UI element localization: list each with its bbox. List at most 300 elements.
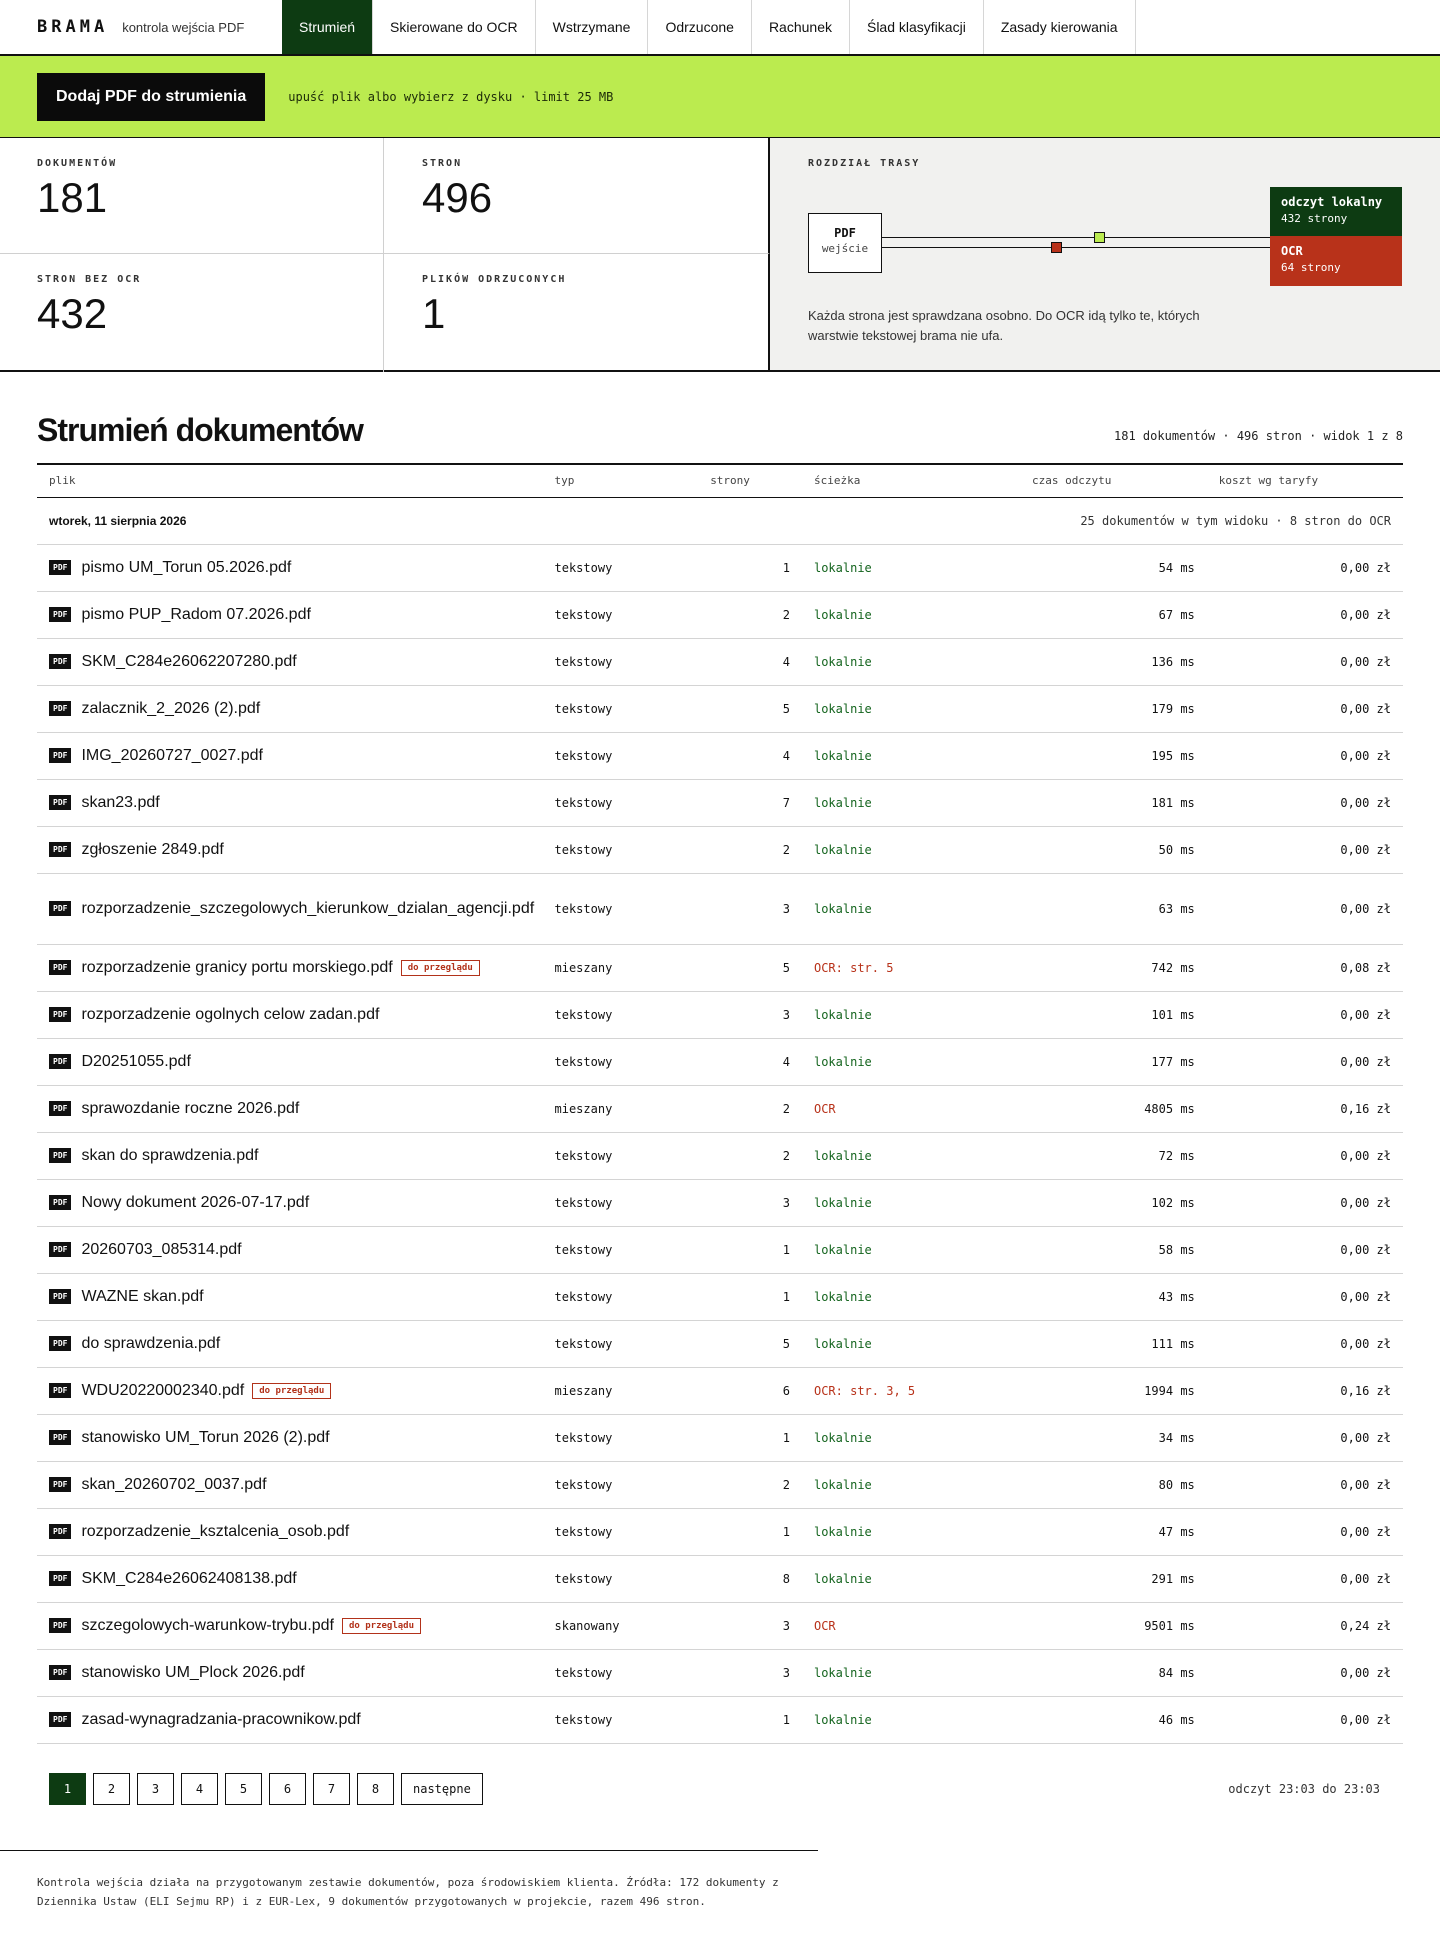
table-row[interactable]	[37, 826, 1403, 873]
cell-file	[37, 1555, 543, 1602]
file-name-link[interactable]: stanowisko UM_Torun 2026 (2).pdf	[81, 1428, 330, 1446]
cell-path: lokalnie	[802, 1038, 1020, 1085]
cell-type: mieszany	[543, 1085, 699, 1132]
tab-skierowane-do-ocr[interactable]: Skierowane do OCR	[373, 0, 536, 54]
file-name-link[interactable]: rozporzadzenie_ksztalcenia_osob.pdf	[81, 1522, 350, 1540]
file-name-link[interactable]: szczegolowych-warunkow-trybu.pdf	[81, 1616, 334, 1634]
table-row[interactable]	[37, 1414, 1403, 1461]
cell-read-time: 67 ms	[1020, 591, 1207, 638]
cell-read-time: 4805 ms	[1020, 1085, 1207, 1132]
cell-file	[37, 1696, 543, 1743]
cell-file	[37, 779, 543, 826]
cell-type: tekstowy	[543, 638, 699, 685]
stat-value: 181	[37, 174, 108, 221]
file-name-link[interactable]: pismo UM_Torun 05.2026.pdf	[81, 558, 292, 576]
cell-path: OCR: str. 3, 5	[802, 1367, 1020, 1414]
cell-type: tekstowy	[543, 826, 699, 873]
pdf-file-icon: PDF	[49, 960, 71, 975]
cell-path: lokalnie	[802, 1508, 1020, 1555]
route-dest-ocr	[1270, 236, 1402, 286]
pdf-file-icon: PDF	[49, 1242, 71, 1257]
table-row[interactable]	[37, 944, 1403, 991]
table-row[interactable]	[37, 1696, 1403, 1743]
file-name-link[interactable]: rozporzadzenie_szczegolowych_kierunkow_dzialan_agencji.pdf	[81, 899, 535, 917]
file-name-link[interactable]: rozporzadzenie granicy portu morskiego.pdf	[81, 958, 393, 976]
stats-grid	[0, 138, 770, 370]
pdf-file-icon: PDF	[49, 654, 71, 669]
cell-pages: 4	[698, 732, 802, 779]
route-line-ocr	[882, 247, 1270, 248]
cell-read-time: 1994 ms	[1020, 1367, 1207, 1414]
cell-file	[37, 1461, 543, 1508]
table-row[interactable]	[37, 638, 1403, 685]
cell-pages: 5	[698, 1320, 802, 1367]
cell-file	[37, 1132, 543, 1179]
pdf-file-icon: PDF	[49, 1430, 71, 1445]
pdf-file-icon: PDF	[49, 1571, 71, 1586]
route-title: ROZDZIAŁ TRASY	[808, 158, 921, 169]
file-name-link[interactable]: 20260703_085314.pdf	[81, 1240, 242, 1258]
cell-pages: 1	[698, 544, 802, 591]
pdf-file-icon: PDF	[49, 1477, 71, 1492]
pdf-file-icon: PDF	[49, 842, 71, 857]
cell-path: OCR: str. 5	[802, 944, 1020, 991]
pdf-file-icon: PDF	[49, 607, 71, 622]
stream-title: Strumień dokumentów	[37, 412, 363, 448]
cell-file	[37, 1085, 543, 1132]
route-source-box	[808, 213, 882, 273]
cell-cost: 0,24 zł	[1207, 1602, 1403, 1649]
next-page-button[interactable]: następne	[401, 1773, 483, 1805]
tab-strumien[interactable]: Strumień	[282, 0, 373, 54]
stat-pages-without-ocr	[0, 254, 384, 372]
route-line-local	[882, 237, 1270, 238]
tab-slad-klasyfikacji[interactable]: Ślad klasyfikacji	[850, 0, 984, 54]
route-source-title: PDF	[834, 226, 856, 240]
table-header-row	[37, 464, 1403, 497]
cell-type: tekstowy	[543, 1132, 699, 1179]
nav-tabs	[282, 0, 1136, 54]
column-header-pages[interactable]: strony	[698, 464, 802, 497]
cell-read-time: 84 ms	[1020, 1649, 1207, 1696]
cell-file	[37, 1226, 543, 1273]
pdf-file-icon: PDF	[49, 1289, 71, 1304]
stat-value: 432	[37, 290, 108, 337]
cell-file	[37, 1038, 543, 1085]
cell-file	[37, 944, 543, 991]
cell-cost: 0,00 zł	[1207, 1461, 1403, 1508]
documents-table	[37, 463, 1403, 1744]
cell-path: lokalnie	[802, 1132, 1020, 1179]
file-name-link[interactable]: skan_20260702_0037.pdf	[81, 1475, 267, 1493]
group-meta: 25 dokumentów w tym widoku · 8 stron do OCR	[802, 497, 1403, 544]
route-dest-ocr-title: OCR	[1281, 244, 1303, 258]
stat-rejected-files	[384, 254, 770, 372]
column-header-type[interactable]: typ	[543, 464, 699, 497]
tab-wstrzymane[interactable]: Wstrzymane	[536, 0, 649, 54]
cell-type: tekstowy	[543, 591, 699, 638]
cell-read-time: 72 ms	[1020, 1132, 1207, 1179]
cell-read-time: 136 ms	[1020, 638, 1207, 685]
cell-type: skanowany	[543, 1602, 699, 1649]
cell-cost: 0,00 zł	[1207, 991, 1403, 1038]
route-dest-local-sub: 432 strony	[1281, 212, 1348, 225]
cell-read-time: 177 ms	[1020, 1038, 1207, 1085]
cell-type: tekstowy	[543, 685, 699, 732]
cell-file	[37, 732, 543, 779]
pdf-file-icon: PDF	[49, 1712, 71, 1727]
file-name-link[interactable]: skan do sprawdzenia.pdf	[81, 1146, 259, 1164]
file-name-link[interactable]: zasad-wynagradzania-pracownikow.pdf	[81, 1710, 361, 1728]
cell-cost: 0,00 zł	[1207, 1696, 1403, 1743]
cell-read-time: 195 ms	[1020, 732, 1207, 779]
pdf-file-icon: PDF	[49, 1195, 71, 1210]
cell-file	[37, 685, 543, 732]
table-row[interactable]	[37, 873, 1403, 944]
cell-read-time: 181 ms	[1020, 779, 1207, 826]
route-note: Każda strona jest sprawdzana osobno. Do OCR idą tylko te, których warstwie tekstowej brama nie ufa.	[808, 308, 1200, 343]
table-row[interactable]	[37, 1555, 1403, 1602]
cell-read-time: 102 ms	[1020, 1179, 1207, 1226]
cell-pages: 3	[698, 1649, 802, 1696]
file-name-link[interactable]: Nowy dokument 2026-07-17.pdf	[81, 1193, 310, 1211]
column-header-path[interactable]: ścieżka	[802, 464, 1020, 497]
route-marker-ocr	[1051, 242, 1062, 253]
cell-path: lokalnie	[802, 1320, 1020, 1367]
pdf-file-icon: PDF	[49, 1524, 71, 1539]
page-button-4[interactable]: 4	[181, 1773, 218, 1805]
cell-read-time: 9501 ms	[1020, 1602, 1207, 1649]
cell-type: tekstowy	[543, 1461, 699, 1508]
table-row[interactable]	[37, 779, 1403, 826]
cell-file	[37, 991, 543, 1038]
pagination	[49, 1773, 490, 1805]
pdf-file-icon: PDF	[49, 560, 71, 575]
cell-type: tekstowy	[543, 732, 699, 779]
stat-label: STRON	[422, 158, 463, 169]
cell-type: tekstowy	[543, 1414, 699, 1461]
cell-pages: 1	[698, 1273, 802, 1320]
table-row[interactable]	[37, 1461, 1403, 1508]
upload-dropzone[interactable]	[0, 56, 1440, 138]
pdf-file-icon: PDF	[49, 701, 71, 716]
cell-cost: 0,00 zł	[1207, 1273, 1403, 1320]
cell-path: lokalnie	[802, 1273, 1020, 1320]
cell-pages: 3	[698, 991, 802, 1038]
stat-value: 1	[422, 290, 446, 337]
cell-cost: 0,00 zł	[1207, 1132, 1403, 1179]
cell-pages: 2	[698, 1461, 802, 1508]
stream-section	[0, 372, 1440, 1810]
cell-type: tekstowy	[543, 1649, 699, 1696]
table-row[interactable]	[37, 1226, 1403, 1273]
cell-type: mieszany	[543, 1367, 699, 1414]
pdf-file-icon: PDF	[49, 795, 71, 810]
stat-value: 496	[422, 174, 493, 221]
review-badge: do przeglądu	[252, 1383, 331, 1399]
file-name-link[interactable]: sprawozdanie roczne 2026.pdf	[81, 1099, 300, 1117]
pagination-row	[37, 1744, 1403, 1810]
cell-type: tekstowy	[543, 1508, 699, 1555]
cell-pages: 8	[698, 1555, 802, 1602]
cell-file	[37, 873, 543, 944]
stream-summary: 181 dokumentów · 496 stron · widok 1 z 8	[1114, 429, 1403, 443]
route-dest-local	[1270, 187, 1402, 237]
cell-cost: 0,16 zł	[1207, 1367, 1403, 1414]
table-row[interactable]	[37, 591, 1403, 638]
top-nav	[0, 0, 1440, 56]
cell-read-time: 111 ms	[1020, 1320, 1207, 1367]
file-name-link[interactable]: skan23.pdf	[81, 793, 160, 811]
tab-rachunek[interactable]: Rachunek	[752, 0, 850, 54]
cell-read-time: 34 ms	[1020, 1414, 1207, 1461]
date-group-row	[37, 497, 1403, 544]
cell-cost: 0,00 zł	[1207, 1649, 1403, 1696]
table-row[interactable]	[37, 1085, 1403, 1132]
brand	[0, 0, 282, 54]
cell-cost: 0,00 zł	[1207, 591, 1403, 638]
cell-path: lokalnie	[802, 685, 1020, 732]
cell-file	[37, 1273, 543, 1320]
cell-path: lokalnie	[802, 826, 1020, 873]
table-row[interactable]	[37, 991, 1403, 1038]
cell-pages: 2	[698, 591, 802, 638]
file-name-link[interactable]: rozporzadzenie ogolnych celow zadan.pdf	[81, 1005, 380, 1023]
table-row[interactable]	[37, 685, 1403, 732]
stats-panel	[0, 138, 1440, 372]
cell-file	[37, 1602, 543, 1649]
cell-pages: 2	[698, 826, 802, 873]
table-row[interactable]	[37, 1273, 1403, 1320]
brand-logo: BRAMA	[37, 17, 109, 37]
tab-odrzucone[interactable]: Odrzucone	[648, 0, 751, 54]
cell-path: lokalnie	[802, 1179, 1020, 1226]
table-row[interactable]	[37, 544, 1403, 591]
column-header-read-time[interactable]: czas odczytu	[1020, 464, 1207, 497]
file-name-link[interactable]: zgłoszenie 2849.pdf	[81, 840, 224, 858]
cell-file	[37, 544, 543, 591]
cell-file	[37, 1414, 543, 1461]
cell-type: tekstowy	[543, 1226, 699, 1273]
column-header-cost[interactable]: koszt wg taryfy	[1207, 464, 1403, 497]
cell-read-time: 54 ms	[1020, 544, 1207, 591]
cell-path: lokalnie	[802, 873, 1020, 944]
cell-type: tekstowy	[543, 1179, 699, 1226]
stat-label: STRON BEZ OCR	[37, 274, 142, 285]
pdf-file-icon: PDF	[49, 1148, 71, 1163]
footer-text: Kontrola wejścia działa na przygotowanym zestawie dokumentów, poza środowiskiem klienta. Źródła: 172 dokumenty z Dziennika Ustaw (ELI Sejmu RP) i z EUR-Lex, 9 dokumentów przygotowanych w projekcie, razem 496 stron.	[37, 1875, 779, 1908]
stat-documents	[0, 138, 384, 254]
cell-pages: 1	[698, 1508, 802, 1555]
cell-read-time: 291 ms	[1020, 1555, 1207, 1602]
file-name-link[interactable]: D20251055.pdf	[81, 1052, 191, 1070]
cell-file	[37, 826, 543, 873]
brand-subtitle: kontrola wejścia PDF	[122, 19, 245, 35]
cell-read-time: 47 ms	[1020, 1508, 1207, 1555]
cell-cost: 0,00 zł	[1207, 638, 1403, 685]
cell-cost: 0,00 zł	[1207, 1555, 1403, 1602]
pdf-file-icon: PDF	[49, 1336, 71, 1351]
cell-file	[37, 1179, 543, 1226]
table-row[interactable]	[37, 1038, 1403, 1085]
route-split-panel	[770, 138, 1440, 370]
pdf-file-icon: PDF	[49, 748, 71, 763]
route-source-sub: wejście	[821, 242, 869, 255]
file-name-link[interactable]: SKM_C284e26062207280.pdf	[81, 652, 297, 670]
cell-path: OCR	[802, 1085, 1020, 1132]
pdf-file-icon: PDF	[49, 901, 71, 916]
cell-cost: 0,00 zł	[1207, 1038, 1403, 1085]
cell-read-time: 46 ms	[1020, 1696, 1207, 1743]
cell-pages: 1	[698, 1226, 802, 1273]
cell-path: lokalnie	[802, 779, 1020, 826]
cell-pages: 1	[698, 1414, 802, 1461]
route-dest-ocr-sub: 64 strony	[1281, 261, 1341, 274]
cell-pages: 4	[698, 1038, 802, 1085]
route-marker-local	[1094, 232, 1105, 243]
cell-file	[37, 1320, 543, 1367]
page-button-8[interactable]: 8	[357, 1773, 394, 1805]
cell-type: tekstowy	[543, 1273, 699, 1320]
read-time: odczyt 23:03 do 23:03	[1228, 1781, 1380, 1796]
table-row[interactable]	[37, 1320, 1403, 1367]
cell-type: tekstowy	[543, 991, 699, 1038]
file-name-link[interactable]: WAZNE skan.pdf	[81, 1287, 204, 1305]
cell-file	[37, 1508, 543, 1555]
page-button-2[interactable]: 2	[93, 1773, 130, 1805]
stream-header	[37, 412, 1403, 449]
cell-path: lokalnie	[802, 991, 1020, 1038]
table-row[interactable]	[37, 732, 1403, 779]
route-diagram	[808, 179, 1403, 299]
file-name-link[interactable]: IMG_20260727_0027.pdf	[81, 746, 263, 764]
footer	[0, 1850, 818, 1911]
cell-pages: 7	[698, 779, 802, 826]
cell-type: tekstowy	[543, 544, 699, 591]
cell-cost: 0,00 zł	[1207, 1508, 1403, 1555]
documents-table-body	[37, 497, 1403, 1743]
cell-pages: 3	[698, 873, 802, 944]
file-name-link[interactable]: do sprawdzenia.pdf	[81, 1334, 221, 1352]
file-name-link[interactable]: pismo PUP_Radom 07.2026.pdf	[81, 605, 311, 623]
page-button-5[interactable]: 5	[225, 1773, 262, 1805]
add-pdf-button[interactable]: Dodaj PDF do strumienia	[37, 73, 265, 121]
cell-cost: 0,00 zł	[1207, 826, 1403, 873]
page-button-7[interactable]: 7	[313, 1773, 350, 1805]
cell-cost: 0,00 zł	[1207, 685, 1403, 732]
cell-type: tekstowy	[543, 1038, 699, 1085]
cell-path: lokalnie	[802, 1461, 1020, 1508]
table-row[interactable]	[37, 1367, 1403, 1414]
cell-type: tekstowy	[543, 1555, 699, 1602]
review-badge: do przeglądu	[401, 960, 480, 976]
cell-cost: 0,00 zł	[1207, 1320, 1403, 1367]
pdf-file-icon: PDF	[49, 1665, 71, 1680]
cell-pages: 5	[698, 685, 802, 732]
cell-read-time: 50 ms	[1020, 826, 1207, 873]
page-button-6[interactable]: 6	[269, 1773, 306, 1805]
cell-pages: 2	[698, 1085, 802, 1132]
page-button-3[interactable]: 3	[137, 1773, 174, 1805]
column-header-file[interactable]: plik	[37, 464, 543, 497]
cell-type: tekstowy	[543, 1320, 699, 1367]
cell-type: tekstowy	[543, 1696, 699, 1743]
pdf-file-icon: PDF	[49, 1383, 71, 1398]
file-name-link[interactable]: WDU20220002340.pdf	[81, 1381, 245, 1399]
cell-cost: 0,00 zł	[1207, 544, 1403, 591]
cell-cost: 0,00 zł	[1207, 1179, 1403, 1226]
pdf-file-icon: PDF	[49, 1101, 71, 1116]
cell-type: tekstowy	[543, 779, 699, 826]
pdf-file-icon: PDF	[49, 1054, 71, 1069]
pdf-file-icon: PDF	[49, 1618, 71, 1633]
route-dest-local-title: odczyt lokalny	[1281, 195, 1383, 209]
file-name-link[interactable]: SKM_C284e26062408138.pdf	[81, 1569, 297, 1587]
cell-file	[37, 1649, 543, 1696]
cell-read-time: 179 ms	[1020, 685, 1207, 732]
cell-path: lokalnie	[802, 1649, 1020, 1696]
cell-file	[37, 638, 543, 685]
cell-path: lokalnie	[802, 1226, 1020, 1273]
cell-path: lokalnie	[802, 1414, 1020, 1461]
stat-pages	[384, 138, 770, 254]
page-button-1[interactable]: 1	[49, 1773, 86, 1805]
pdf-file-icon: PDF	[49, 1007, 71, 1022]
cell-pages: 3	[698, 1179, 802, 1226]
file-name-link[interactable]: zalacznik_2_2026 (2).pdf	[81, 699, 261, 717]
cell-path: lokalnie	[802, 732, 1020, 779]
cell-file	[37, 1367, 543, 1414]
cell-pages: 1	[698, 1696, 802, 1743]
cell-cost: 0,00 zł	[1207, 732, 1403, 779]
cell-read-time: 742 ms	[1020, 944, 1207, 991]
table-row[interactable]	[37, 1649, 1403, 1696]
cell-path: lokalnie	[802, 638, 1020, 685]
cell-cost: 0,00 zł	[1207, 1226, 1403, 1273]
cell-file	[37, 591, 543, 638]
table-row[interactable]	[37, 1602, 1403, 1649]
cell-pages: 2	[698, 1132, 802, 1179]
cell-cost: 0,08 zł	[1207, 944, 1403, 991]
cell-type: mieszany	[543, 944, 699, 991]
cell-read-time: 43 ms	[1020, 1273, 1207, 1320]
upload-hint: upuść plik albo wybierz z dysku · limit 25 MB	[288, 89, 614, 104]
cell-pages: 3	[698, 1602, 802, 1649]
cell-path: OCR	[802, 1602, 1020, 1649]
table-row[interactable]	[37, 1179, 1403, 1226]
tab-zasady-kierowania[interactable]: Zasady kierowania	[984, 0, 1136, 54]
table-row[interactable]	[37, 1508, 1403, 1555]
cell-cost: 0,00 zł	[1207, 1414, 1403, 1461]
cell-cost: 0,00 zł	[1207, 779, 1403, 826]
cell-path: lokalnie	[802, 1555, 1020, 1602]
cell-path: lokalnie	[802, 1696, 1020, 1743]
table-row[interactable]	[37, 1132, 1403, 1179]
cell-read-time: 80 ms	[1020, 1461, 1207, 1508]
cell-read-time: 58 ms	[1020, 1226, 1207, 1273]
file-name-link[interactable]: stanowisko UM_Plock 2026.pdf	[81, 1663, 305, 1681]
cell-read-time: 63 ms	[1020, 873, 1207, 944]
review-badge: do przeglądu	[342, 1618, 421, 1634]
cell-cost: 0,16 zł	[1207, 1085, 1403, 1132]
cell-pages: 5	[698, 944, 802, 991]
cell-type: tekstowy	[543, 873, 699, 944]
cell-cost: 0,00 zł	[1207, 873, 1403, 944]
cell-path: lokalnie	[802, 544, 1020, 591]
stat-label: DOKUMENTÓW	[37, 158, 118, 169]
cell-pages: 4	[698, 638, 802, 685]
cell-path: lokalnie	[802, 591, 1020, 638]
